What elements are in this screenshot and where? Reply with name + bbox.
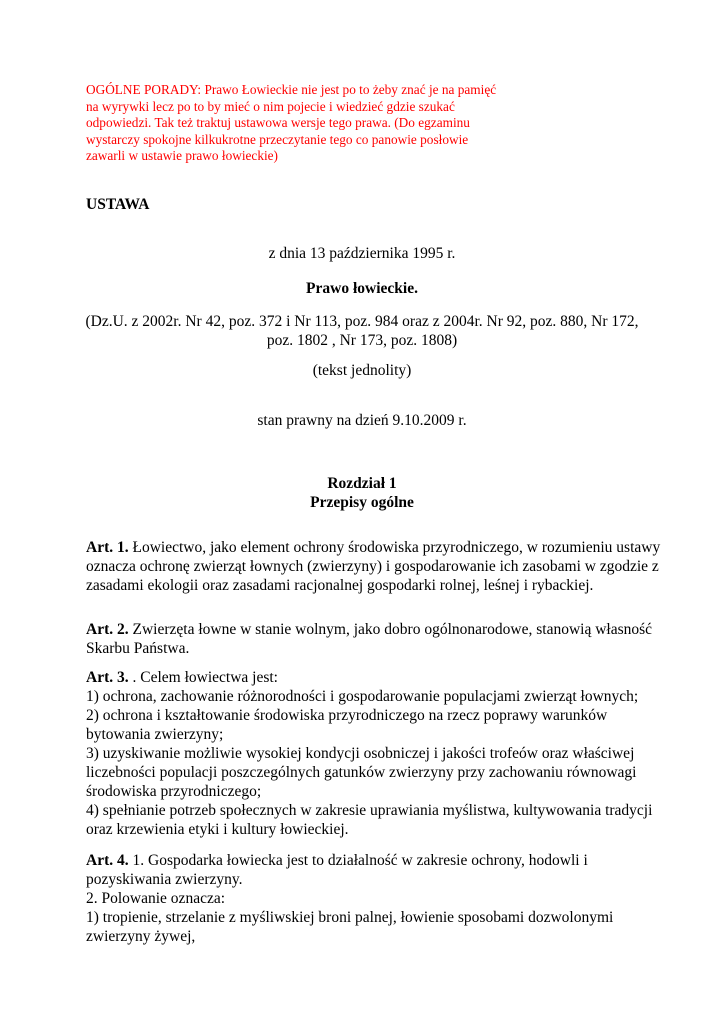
- journal-reference-line: poz. 1802 , Nr 173, poz. 1808): [266, 332, 458, 349]
- article-line: 4) spełnianie potrzeb społecznych w zakresie uprawiania myślistwa, kultywowania tradycji: [86, 802, 653, 819]
- advice-line: zawarli w ustawie prawo łowieckie): [86, 148, 278, 164]
- legal-state-text: stan prawny na dzień 9.10.2009 r.: [257, 412, 467, 429]
- consolidated-text-label: (tekst jednolity): [312, 362, 412, 379]
- consolidated-text-note: [0, 361, 724, 380]
- advice-line: odpowiedzi. Tak też traktuj ustawowa wersje tego prawa. (Do egzaminu: [86, 115, 470, 131]
- journal-reference: [0, 312, 724, 350]
- article-line: 1) ochrona, zachowanie różnorodności i gospodarowanie populacjami zwierząt łownych;: [86, 688, 639, 705]
- act-title-text: Prawo łowieckie.: [306, 280, 418, 297]
- article-1: [86, 538, 661, 595]
- article-text: Łowiectwo, jako element ochrony środowiska przyrodniczego, w rozumieniu ustawy: [128, 539, 661, 556]
- article-line: 2. Polowanie oznacza:: [86, 890, 226, 907]
- article-line: bytowania zwierzyny;: [86, 726, 224, 743]
- article-line: [86, 668, 646, 687]
- act-title: [0, 279, 724, 298]
- advice-line: wystarczy spokojne kilkukrotne przeczytanie tego co panowie posłowie: [86, 131, 469, 147]
- article-line: 3) uzyskiwanie możliwie wysokiej kondycji osobniczej i jakości trofeów oraz właściwej: [86, 745, 635, 762]
- chapter-number: Rozdział 1: [327, 475, 397, 492]
- legal-state-date: [0, 411, 724, 430]
- article-label: Art. 4.: [86, 852, 129, 869]
- article-label: Art. 1.: [86, 539, 129, 556]
- chapter-title: Przepisy ogólne: [310, 494, 414, 511]
- act-date: [0, 244, 724, 263]
- article-line: pozyskiwania zwierzyny.: [86, 871, 243, 888]
- journal-reference-line: (Dz.U. z 2002r. Nr 42, poz. 372 i Nr 113, poz. 984 oraz z 2004r. Nr 92, poz. 880, Nr 172,: [85, 313, 639, 330]
- article-line: 2) ochrona i kształtowanie środowiska przyrodniczego na rzecz poprawy warunków: [86, 707, 608, 724]
- article-label: Art. 2.: [86, 621, 129, 638]
- article-3: [86, 668, 653, 839]
- article-line: [86, 620, 653, 639]
- article-4: [86, 851, 646, 946]
- article-text: . Celem łowiectwa jest:: [128, 669, 278, 686]
- article-text: Zwierzęta łowne w stanie wolnym, jako dobro ogólnonarodowe, stanowią własność: [128, 621, 653, 638]
- act-date-text: z dnia 13 października 1995 r.: [268, 245, 456, 262]
- article-line: [86, 538, 661, 557]
- article-line: środowiska przyrodniczego;: [86, 783, 262, 800]
- article-2: [86, 620, 653, 658]
- article-label: Art. 3.: [86, 669, 129, 686]
- article-line: Skarbu Państwa.: [86, 640, 190, 657]
- act-type-heading: USTAWA: [86, 196, 150, 213]
- article-line: oraz krzewienia etyki i kultury łowieckiej.: [86, 821, 349, 838]
- chapter-heading: [0, 474, 724, 512]
- article-line: [86, 851, 646, 870]
- advice-line: OGÓLNE PORADY: Prawo Łowieckie nie jest po to żeby znać je na pamięć: [86, 82, 497, 97]
- article-line: 1) tropienie, strzelanie z myśliwskiej broni palnej, łowienie sposobami dozwolonymi: [86, 909, 614, 926]
- article-line: zwierzyny żywej,: [86, 928, 196, 945]
- article-line: liczebności populacji poszczególnych gatunków zwierzyny przy zachowaniu równowagi: [86, 764, 637, 781]
- general-advice-note: [86, 82, 526, 165]
- advice-line: na wyrywki lecz po to by mieć o nim pojecie i wiedzieć gdzie szukać: [86, 98, 455, 114]
- article-text: 1. Gospodarka łowiecka jest to działalność w zakresie ochrony, hodowli i: [128, 852, 588, 869]
- article-line: zasadami ekologii oraz zasadami racjonalnej gospodarki rolnej, leśnej i rybackiej.: [86, 577, 594, 594]
- article-line: oznacza ochronę zwierząt łownych (zwierzyny) i gospodarowanie ich zasobami w zgodzie z: [86, 558, 659, 575]
